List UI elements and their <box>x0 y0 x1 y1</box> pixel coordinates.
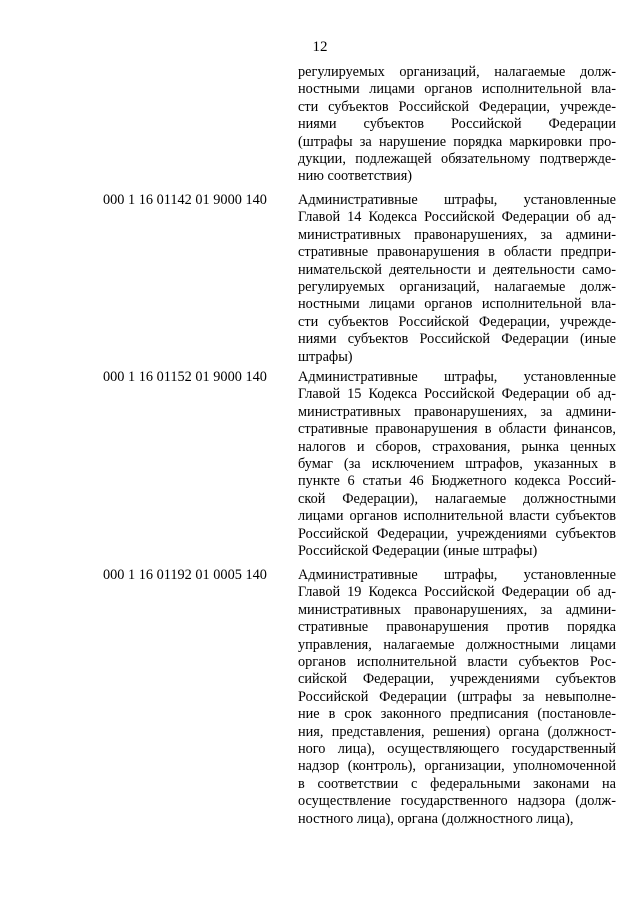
text-line: пункте 6 статьи 46 Бюджетного кодекса Россий- <box>298 473 616 490</box>
text-line: бумаг (за исключением штрафов, указанных в <box>298 456 616 472</box>
text-line: сти субъектов Российской Федерации, учрежде- <box>298 313 616 330</box>
text-line: нимательской деятельности и деятельности само- <box>298 261 616 278</box>
text-line: ностного лица), органа (должностного лица), <box>298 810 574 827</box>
text-line: Главой 19 Кодекса Российской Федерации об ад- <box>298 584 616 601</box>
text-line: надзор (контроль), организации, уполномоченной <box>298 758 616 775</box>
text-line: ностными лицами органов исполнительной вла- <box>298 81 616 98</box>
text-line: лицами органов исполнительной власти субъектов <box>298 508 616 525</box>
text-line: ниями субъектов Российской Федерации (иные <box>298 331 616 348</box>
text-line: министративных правонарушениях, за админи- <box>298 403 616 420</box>
text-line: штрафы) <box>298 348 353 365</box>
text-line: Российской Федерации (иные штрафы) <box>298 543 538 559</box>
text-line: в соответствии с федеральными законами на <box>298 775 616 792</box>
text-line: регулируемых организаций, налагаемые долж- <box>298 64 616 80</box>
text-line: министративных правонарушениях, за админи- <box>298 601 616 618</box>
kbk-code: 000 1 16 01152 01 9000 140 <box>103 369 267 385</box>
text-line: стративные правонарушения в области финансов, <box>298 421 616 438</box>
text-line: ниями субъектов Российской Федерации <box>298 116 616 133</box>
text-line: налогов и сборов, страхования, рынка ценных <box>298 438 616 455</box>
text-line: министративных правонарушениях, за админи- <box>298 226 616 243</box>
text-line: ния, представления, решения) органа (должност- <box>298 723 616 740</box>
text-line: (штрафы за нарушение порядка маркировки про- <box>298 133 616 150</box>
text-line: сти субъектов Российской Федерации, учрежде- <box>298 98 616 115</box>
text-line: ние в срок законного предписания (постановле- <box>298 706 616 723</box>
text-line: ской Федерации), налагаемые должностными <box>298 490 616 507</box>
kbk-code: 000 1 16 01142 01 9000 140 <box>103 192 267 208</box>
text-line: Главой 15 Кодекса Российской Федерации об ад- <box>298 386 616 403</box>
text-line: дукции, подлежащей обязательному подтвержде- <box>298 151 616 167</box>
text-line: осуществление государственного надзора (долж- <box>298 793 616 810</box>
text-line: Главой 14 Кодекса Российской Федерации об ад- <box>298 209 616 226</box>
text-line: органов исполнительной власти субъектов Рос- <box>298 654 616 670</box>
text-line: Российской Федерации (штрафы за невыполне- <box>298 688 616 705</box>
page-number: 12 <box>312 39 328 55</box>
text-line: Российской Федерации, учреждениями субъектов <box>298 525 616 542</box>
text-line: Административные штрафы, установленные <box>298 567 616 583</box>
text-line: сийской Федерации, учреждениями субъектов <box>298 671 616 688</box>
text-line: стративные правонарушения против порядка <box>298 619 616 636</box>
text-line: стративные правонарушения в области предпри- <box>298 244 616 261</box>
text-line: управления, налагаемые должностными лицами <box>298 636 616 653</box>
text-line: регулируемых организаций, налагаемые долж- <box>298 279 616 295</box>
text-line: ного лица), осуществляющего государственный <box>298 741 616 757</box>
text-line: Административные штрафы, установленные <box>298 192 616 208</box>
text-line: Административные штрафы, установленные <box>298 369 616 385</box>
kbk-code: 000 1 16 01192 01 0005 140 <box>103 567 267 583</box>
text-line: ностными лицами органов исполнительной вла- <box>298 296 616 313</box>
text-line: нию соответствия) <box>298 168 413 185</box>
